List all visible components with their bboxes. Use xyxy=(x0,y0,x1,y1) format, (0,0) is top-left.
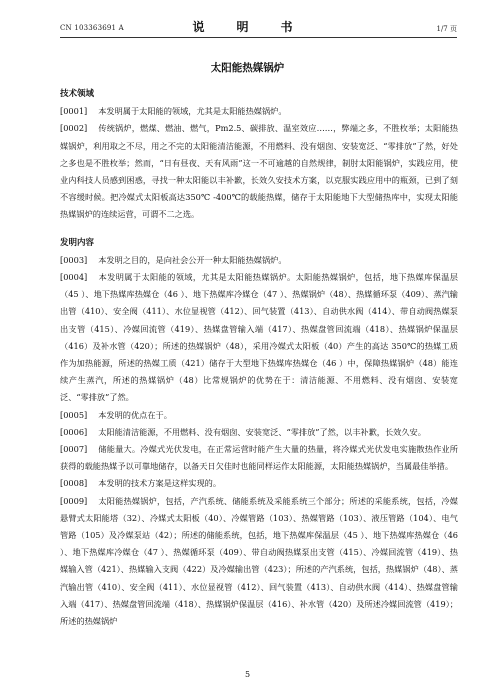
paragraph xyxy=(60,493,458,631)
paragraph-text: 传统锅炉，燃煤、燃油、燃气，Pm2.5、碳排放、温室效应……，弊端之多，不胜枚举；太阳能热媒锅炉，利用取之不尽，用之不完的太阳能清洁能源，不用燃料、没有烟囱、安装宽泛、“零排放”了然，好处之多也是不胜枚举；然而，“日有昼夜、天有风雨”这一不可逾越的自然规律，制肘太阳能锅炉，实践应用，使业内科技人员感到困惑，寻找一种太阳能以丰补歉，长效久安技术方案，以克服实践应用中的瓶颈，已到了刻不容缓时候。把冷媒式太阳板高达350℃ -400℃的载能热媒，储存于太阳能地下大型储热库中，实现太阳能热媒锅炉的连续运营，可谓不二之选。 xyxy=(60,123,458,220)
page-number: 5 xyxy=(244,670,251,679)
paragraph-number: [0003] xyxy=(60,254,88,265)
section-heading-technical-field: 技术领域 xyxy=(60,89,95,99)
paragraph xyxy=(60,252,458,269)
paragraph-number: [0005] xyxy=(60,409,88,420)
page-title: 太阳能热媒锅炉 xyxy=(210,62,285,74)
paragraph-text: 太阳能清洁能源，不用燃料、没有烟囱、安装宽泛、“零排放”了然，以丰补歉，长效久安。 xyxy=(98,426,426,437)
document-body xyxy=(60,86,458,630)
paragraph-number: [0008] xyxy=(60,478,88,489)
paragraph-text: 本发明之目的，是向社会公开一种太阳能热媒锅炉。 xyxy=(98,254,287,265)
paragraph-number: [0006] xyxy=(60,426,88,437)
doc-number: CN 103363691 A xyxy=(60,24,124,32)
paragraph xyxy=(60,424,458,441)
paragraph-number: [0001] xyxy=(60,106,88,117)
paragraph xyxy=(60,103,458,120)
header-divider xyxy=(60,37,457,38)
page-indicator: 1/7 页 xyxy=(436,25,457,33)
paragraph-text: 本发明属于太阳能的领域，尤其是太阳能热媒锅炉。 xyxy=(98,106,287,117)
paragraph-number: [0007] xyxy=(60,444,88,455)
paragraph-number: [0004] xyxy=(60,272,88,283)
paragraph-text: 本发明属于太阳能的领域，尤其是太阳能热媒锅炉。太阳能热媒锅炉，包括，地下热媒库保温层（45 ）、地下热媒库热媒仓（46 ）、地下热媒库冷媒仓（47 ）、热媒锅炉（48）、热媒循环泵（409）、蒸汽输出管（410）、安全阀（411）、水位显视管（412）、回气装置（413）、自动供水阀（414）、带自动阀热媒泵出支管（415）、冷媒回流管（419）、热媒盘管输入端（417）、热媒盘管回流端（418）、热媒锅炉保温层（416）及补水管（420）；所述的热媒锅炉（48），采用冷媒式太阳板（40）产生的高达 350℃的热媒工质作为加热能源，所述的热媒工质（421）储存于大型地下热媒库热媒仓（46 ）中，保障热媒锅炉（48）能连续产生蒸汽，所述的热媒锅炉（48）比常规锅炉的优势在于：清洁能源、不用燃料、没有烟囱、安装宽泛、“零排放”了然。 xyxy=(60,272,458,403)
paragraph-text: 太阳能热媒锅炉，包括，产汽系统、储能系统及采能系统三个部分；所述的采能系统，包括，冷媒悬臂式太阳能塔（32）、冷媒式太阳板（40）、冷媒管路（103）、热媒管路（103）、液压管路（104）、电气管路（105）及冷媒泵站（42）；所述的储能系统，包括，地下热媒库保温层（45 ）、地下热媒库热媒仓（46 ）、地下热媒库冷媒仓（47 ）、热媒循环泵（409）、带自动阀热媒泵出支管（415）、冷媒回流管（419）、热媒输入管（421）、热媒输入支阀（422）及冷媒输出管（423）；所述的产汽系统，包括，热媒锅炉（48）、蒸汽输出管（410）、安全阀（411）、水位显视管（412）、回气装置（413）、自动供水阀（414）、热媒盘管输入端（417）、热媒盘管回流端（418）、热媒锅炉保温层（416）、补水管（420）及所述冷媒回流管（419）；所述的热媒锅炉 xyxy=(60,495,458,627)
paragraph-number: [0002] xyxy=(60,123,88,134)
paragraph xyxy=(60,475,458,492)
paragraph-text: 储能量大。冷媒式光伏发电，在正常运营时能产生大量的热量，将冷媒式光伏发电实施散热作业所获得的载能热媒予以可靠地储存，以备天日欠佳时也能同样运作太阳能源，太阳能热媒锅炉，当属最佳举措。 xyxy=(60,444,458,472)
section-heading-summary: 发明内容 xyxy=(60,237,95,248)
paragraph xyxy=(60,441,458,475)
paragraph-text: 本发明的技术方案是这样实现的。 xyxy=(98,478,222,489)
paragraph xyxy=(60,407,458,424)
paragraph xyxy=(60,269,458,407)
paragraph xyxy=(60,120,458,223)
paragraph-text: 本发明的优点在于。 xyxy=(98,409,172,420)
doc-type-title: 说 明 书 xyxy=(192,20,303,34)
paragraph-number: [0009] xyxy=(60,495,88,506)
